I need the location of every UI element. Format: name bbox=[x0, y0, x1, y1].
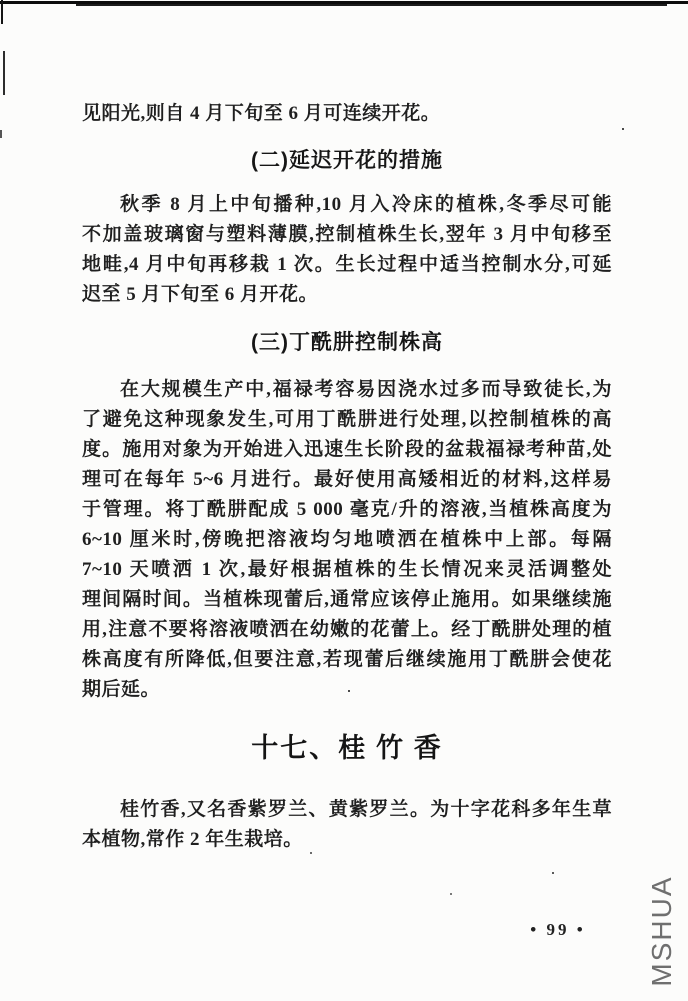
paragraph-line: 期后延。 bbox=[82, 679, 161, 700]
paragraph-line: 地畦,4 月中旬再移栽 1 次。生长过程中适当控制水分,可延 bbox=[82, 254, 612, 275]
paragraph-line: 不加盖玻璃窗与塑料薄膜,控制植株生长,翌年 3 月中旬移至 bbox=[82, 224, 612, 245]
paragraph-line: 7~10 天喷洒 1 次,最好根据植株的生长情况来灵活调整处 bbox=[82, 559, 612, 580]
paragraph-line: 迟至 5 月下旬至 6 月开花。 bbox=[82, 284, 319, 305]
paragraph-line: 理可在每年 5~6 月进行。最好使用高矮相近的材料,这样易 bbox=[82, 469, 612, 490]
paragraph-line: 了避免这种现象发生,可用丁酰肼进行处理,以控制植株的高 bbox=[82, 409, 612, 430]
intro-line: 见阳光,则自 4 月下旬至 6 月可连续开花。 bbox=[82, 103, 441, 124]
section-3-paragraph bbox=[82, 375, 612, 705]
scan-edge-line-thin bbox=[76, 4, 668, 6]
intro-paragraph bbox=[82, 99, 612, 129]
paragraph-line: 秋季 8 月上中旬播种,10 月入冷床的植株,冬季尽可能 bbox=[120, 194, 612, 215]
section-heading-2: (二)延迟开花的措施 bbox=[251, 149, 443, 172]
paragraph-line: 用,注意不要将溶液喷洒在幼嫩的花蕾上。经丁酰肼处理的植 bbox=[82, 619, 612, 640]
paragraph-line: 度。施用对象为开始进入迅速生长阶段的盆栽福禄考种苗,处 bbox=[82, 439, 612, 460]
paragraph-line: 于管理。将丁酰肼配成 5 000 毫克/升的溶液,当植株高度为 bbox=[82, 499, 612, 520]
paragraph-line: 在大规模生产中,福禄考容易因浇水过多而导致徒长,为 bbox=[120, 379, 612, 400]
paragraph-line: 株高度有所降低,但要注意,若现蕾后继续施用丁酰肼会使花 bbox=[82, 649, 612, 670]
chapter-intro-paragraph bbox=[82, 795, 612, 855]
scan-left-margin-line bbox=[3, 51, 5, 95]
chapter-title: 十七、桂 竹 香 bbox=[251, 733, 443, 763]
scan-left-corner-mark bbox=[1, 0, 3, 24]
page-number: • 99 • bbox=[530, 920, 586, 939]
watermark: MSHUA bbox=[646, 875, 677, 987]
paragraph-line: 本植物,常作 2 年生栽培。 bbox=[82, 829, 303, 850]
paragraph-line: 6~10 厘米时,傍晚把溶液均匀地喷洒在植株中上部。每隔 bbox=[82, 529, 612, 550]
section-2-paragraph bbox=[82, 190, 612, 310]
scan-left-speck bbox=[0, 130, 2, 138]
scan-noise-specks bbox=[0, 0, 2, 2]
paragraph-line: 理间隔时间。当植株现蕾后,通常应该停止施用。如果继续施 bbox=[82, 589, 612, 610]
section-heading-3: (三)丁酰肼控制株高 bbox=[251, 331, 443, 354]
paragraph-line: 桂竹香,又名香紫罗兰、黄紫罗兰。为十字花科多年生草 bbox=[120, 799, 612, 820]
